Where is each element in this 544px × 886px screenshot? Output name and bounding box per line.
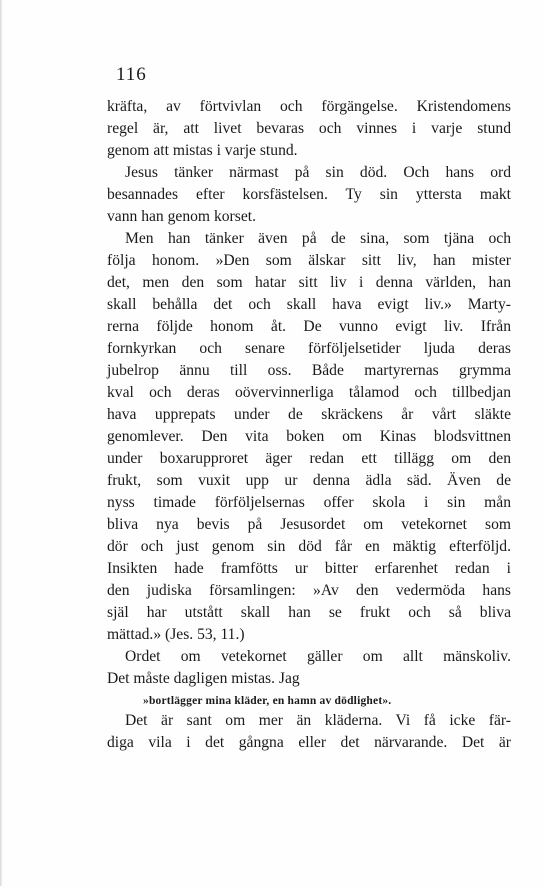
- text-line: fornkyrkan och senare förföljelsetider ljuda deras: [107, 340, 511, 357]
- page-edge-shadow: [0, 0, 3, 886]
- text-line: Ordet om vetekornet gäller om allt mänskoliv.: [125, 648, 511, 665]
- text-line: hava upprepats under de skräckens år vårt släkte: [107, 406, 511, 423]
- text-line: det, men den som hatar sitt liv i denna världen, han: [107, 274, 511, 291]
- quote-line: »bortlägger mina kläder, en hamn av dödlighet».: [143, 695, 392, 707]
- text-line: skall behålla det och skall hava evigt liv.» Marty-: [107, 296, 511, 313]
- text-line: kräfta, av förtvivlan och förgängelse. Kristendomens: [107, 98, 511, 115]
- text-line: dör och just genom sin död får en mäktig efterföljd.: [107, 538, 511, 555]
- text-line: Insikten hade framfötts ur bitter erfarenhet redan i: [107, 560, 511, 577]
- text-line: själ har utstått skall han se frukt och så bliva: [107, 604, 511, 621]
- text-line: nyss timade förföljelsernas offer skola i sin mån: [107, 494, 511, 511]
- text-line: mättad.» (Jes. 53, 11.): [107, 626, 245, 643]
- text-line: besannades efter korsfästelsen. Ty sin yttersta makt: [107, 186, 511, 203]
- text-line: rerna följde honom åt. De vunno evigt liv. Ifrån: [107, 318, 511, 335]
- text-line: genomlever. Den vita boken om Kinas blodsvittnen: [107, 428, 511, 445]
- page-number: 116: [116, 64, 147, 85]
- text-line: frukt, som vuxit upp ur denna ädla säd. Även de: [107, 472, 511, 489]
- body-text: [107, 96, 511, 754]
- text-line: kval och deras oövervinnerliga tålamod och tillbedjan: [107, 384, 511, 401]
- text-line: jubelrop ännu till oss. Både martyrernas grymma: [107, 362, 511, 379]
- text-line: bliva nya bevis på Jesusordet om vetekornet som: [107, 516, 511, 533]
- text-line: Det är sant om mer än kläderna. Vi få icke fär-: [125, 712, 511, 729]
- text-line: vann han genom korset.: [107, 208, 256, 225]
- text-line: under boxarupproret äger redan ett tillägg om den: [107, 450, 511, 467]
- text-line: regel är, att livet bevaras och vinnes i varje stund: [107, 120, 511, 137]
- text-line: Det måste dagligen mistas. Jag: [107, 670, 300, 687]
- text-line: diga vila i det gångna eller det närvarande. Det är: [107, 734, 511, 751]
- text-line: Jesus tänker närmast på sin död. Och hans ord: [125, 164, 511, 181]
- text-line: den judiska församlingen: »Av den vedermöda hans: [107, 582, 511, 599]
- text-line: Men han tänker även på de sina, som tjäna och: [125, 230, 511, 247]
- text-line: genom att mistas i varje stund.: [107, 142, 298, 159]
- text-line: följa honom. »Den som älskar sitt liv, han mister: [107, 252, 511, 269]
